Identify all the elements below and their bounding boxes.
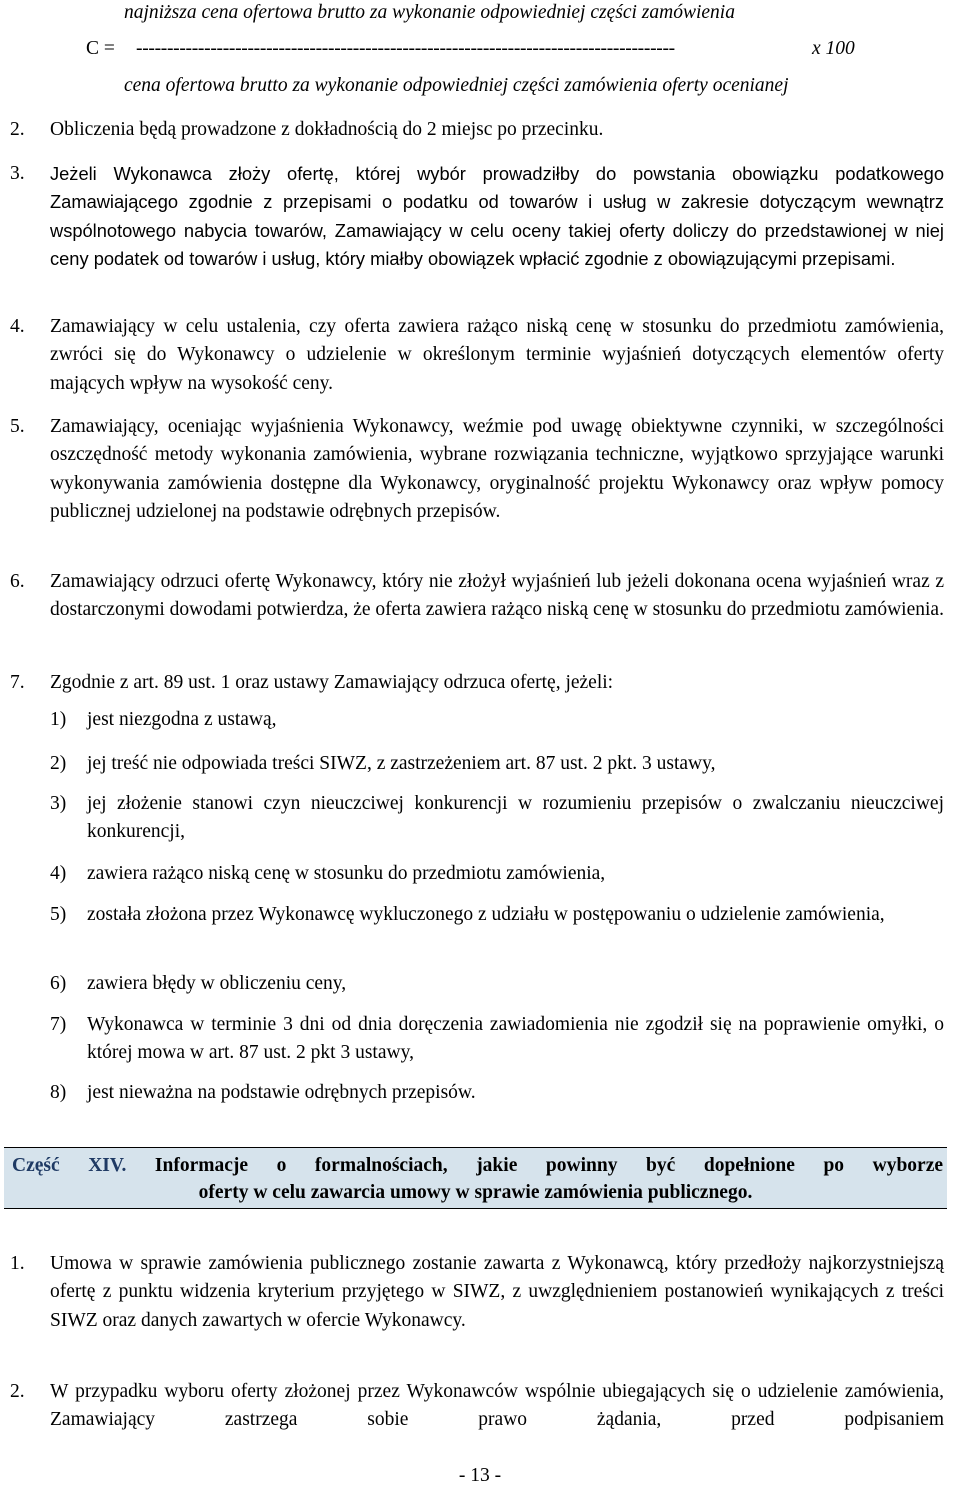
- subitem-number: 4): [50, 863, 67, 884]
- section-title-line1: Informacje o formalnościach, jakie powinny być dopełnione po wyborze: [154, 1155, 943, 1176]
- item-text: Zamawiający w celu ustalenia, czy oferta zawiera rażąco niską cenę w stosunku do przedmiotu zamówienia, zwróci się do Wykonawcy o udzielenie w określonym terminie wyjaśnień dotyczących elementów oferty mających wpływ na wysokość ceny.: [50, 316, 944, 394]
- subitem-number: 2): [50, 753, 67, 774]
- subitem-text: jest nieważna na podstawie odrębnych przepisów.: [87, 1082, 476, 1103]
- item-text: Zamawiający odrzuci ofertę Wykonawcy, który nie złożył wyjaśnień lub jeżeli dokonana ocena wyjaśnień wraz z dostarczonymi dowodami potwierdza, że oferta zawiera rażąco niską cenę w stosunku do przedmiotu zamówienia.: [50, 571, 944, 621]
- subitem-text: została złożona przez Wykonawcę wykluczonego z udziału w postępowaniu o udzielenie zamówienia,: [87, 904, 885, 925]
- item-number: 7.: [10, 672, 25, 693]
- item-number: 2.: [10, 119, 25, 140]
- subitem-text: jej złożenie stanowi czyn nieuczciwej konkurencji w rozumieniu przepisów o zwalczaniu nieuczciwej konkurencji,: [87, 793, 944, 842]
- item-number: 4.: [10, 316, 25, 337]
- formula-denominator: cena ofertowa brutto za wykonanie odpowiedniej części zamówienia oferty ocenianej: [124, 75, 789, 96]
- subitem-number: 1): [50, 709, 67, 730]
- section-title-line2: oferty w celu zawarcia umowy w sprawie zamówienia publicznego.: [198, 1182, 753, 1203]
- section-heading: [4, 1147, 947, 1209]
- item-text: Zgodnie z art. 89 ust. 1 oraz ustawy Zamawiający odrzuca ofertę, jeżeli:: [50, 672, 614, 693]
- section-item-number: 2.: [10, 1381, 25, 1402]
- subitem-number: 6): [50, 973, 67, 994]
- subitem-text: jest niezgodna z ustawą,: [87, 709, 277, 730]
- subitem-text: zawiera rażąco niską cenę w stosunku do przedmiotu zamówienia,: [87, 863, 606, 884]
- subitem-text: jej treść nie odpowiada treści SIWZ, z zastrzeżeniem art. 87 ust. 2 pkt. 3 ustawy,: [87, 753, 716, 774]
- subitem-number: 7): [50, 1014, 67, 1035]
- formula-numerator: najniższa cena ofertowa brutto za wykonanie odpowiedniej części zamówienia: [124, 2, 735, 23]
- section-item-text: W przypadku wyboru oferty złożonej przez Wykonawców wspólnie ubiegających się o udzielenie zamówienia, Zamawiający zastrzega sobie prawo żądania, przed podpisaniem: [50, 1381, 944, 1431]
- item-number: 5.: [10, 416, 25, 437]
- item-text: Zamawiający, oceniając wyjaśnienia Wykonawcy, weźmie pod uwagę obiektywne czynniki, w szczególności oszczędność metody wykonania zamówienia, wybrane rozwiązania techniczne, wyjątkowo sprzyjające warunki wykonywania zamówienia dostępne dla Wykonawcy, oryginalność projektu Wykonawcy oraz wpływ pomocy publicznej udzielonej na podstawie odrębnych przepisów.: [50, 416, 944, 522]
- section-heading-line1: [12, 1152, 943, 1180]
- item-text: Obliczenia będą prowadzone z dokładnością do 2 miejsc po przecinku.: [50, 119, 604, 140]
- subitem-text: Wykonawca w terminie 3 dni od dnia doręczenia zawiadomienia nie zgodził się na poprawienie omyłki, o której mowa w art. 87 ust. 2 pkt 3 ustawy,: [87, 1014, 944, 1063]
- item-text: Jeżeli Wykonawca złoży ofertę, której wybór prowadziłby do powstania obowiązku podatkowego Zamawiającego zgodnie z przepisami o podatku od towarów i usług w zakresie dotyczącym wewnątrz wspólnotowego nabycia towarów, Zamawiający w celu oceny takiej oferty doliczy do przedstawionej w niej ceny podatek od towarów i usług, który miałby obowiązek wpłacić zgodnie z obowiązującymi przepisami.: [50, 163, 944, 269]
- formula-fraction-line: ---------------------------------------------------------------------------------------: [136, 38, 675, 59]
- subitem-text: zawiera błędy w obliczeniu ceny,: [87, 973, 347, 994]
- formula-multiplier: x 100: [812, 38, 855, 59]
- section-part-label: Część XIV.: [12, 1155, 127, 1176]
- subitem-number: 5): [50, 904, 67, 925]
- subitem-number: 8): [50, 1082, 67, 1103]
- page-number: - 13 -: [458, 1465, 502, 1486]
- section-item-number: 1.: [10, 1253, 25, 1274]
- item-number: 3.: [10, 163, 25, 184]
- item-number: 6.: [10, 571, 25, 592]
- section-item-text: Umowa w sprawie zamówienia publicznego zostanie zawarta z Wykonawcą, który przedłoży najkorzystniejszą ofertę z punktu widzenia kryterium przyjętego w SIWZ, z uwzględnieniem postanowień wynikających z treści SIWZ oraz danych zawartych w ofercie Wykonawcy.: [50, 1253, 944, 1331]
- subitem-number: 3): [50, 793, 67, 814]
- formula-lhs: C =: [86, 38, 115, 59]
